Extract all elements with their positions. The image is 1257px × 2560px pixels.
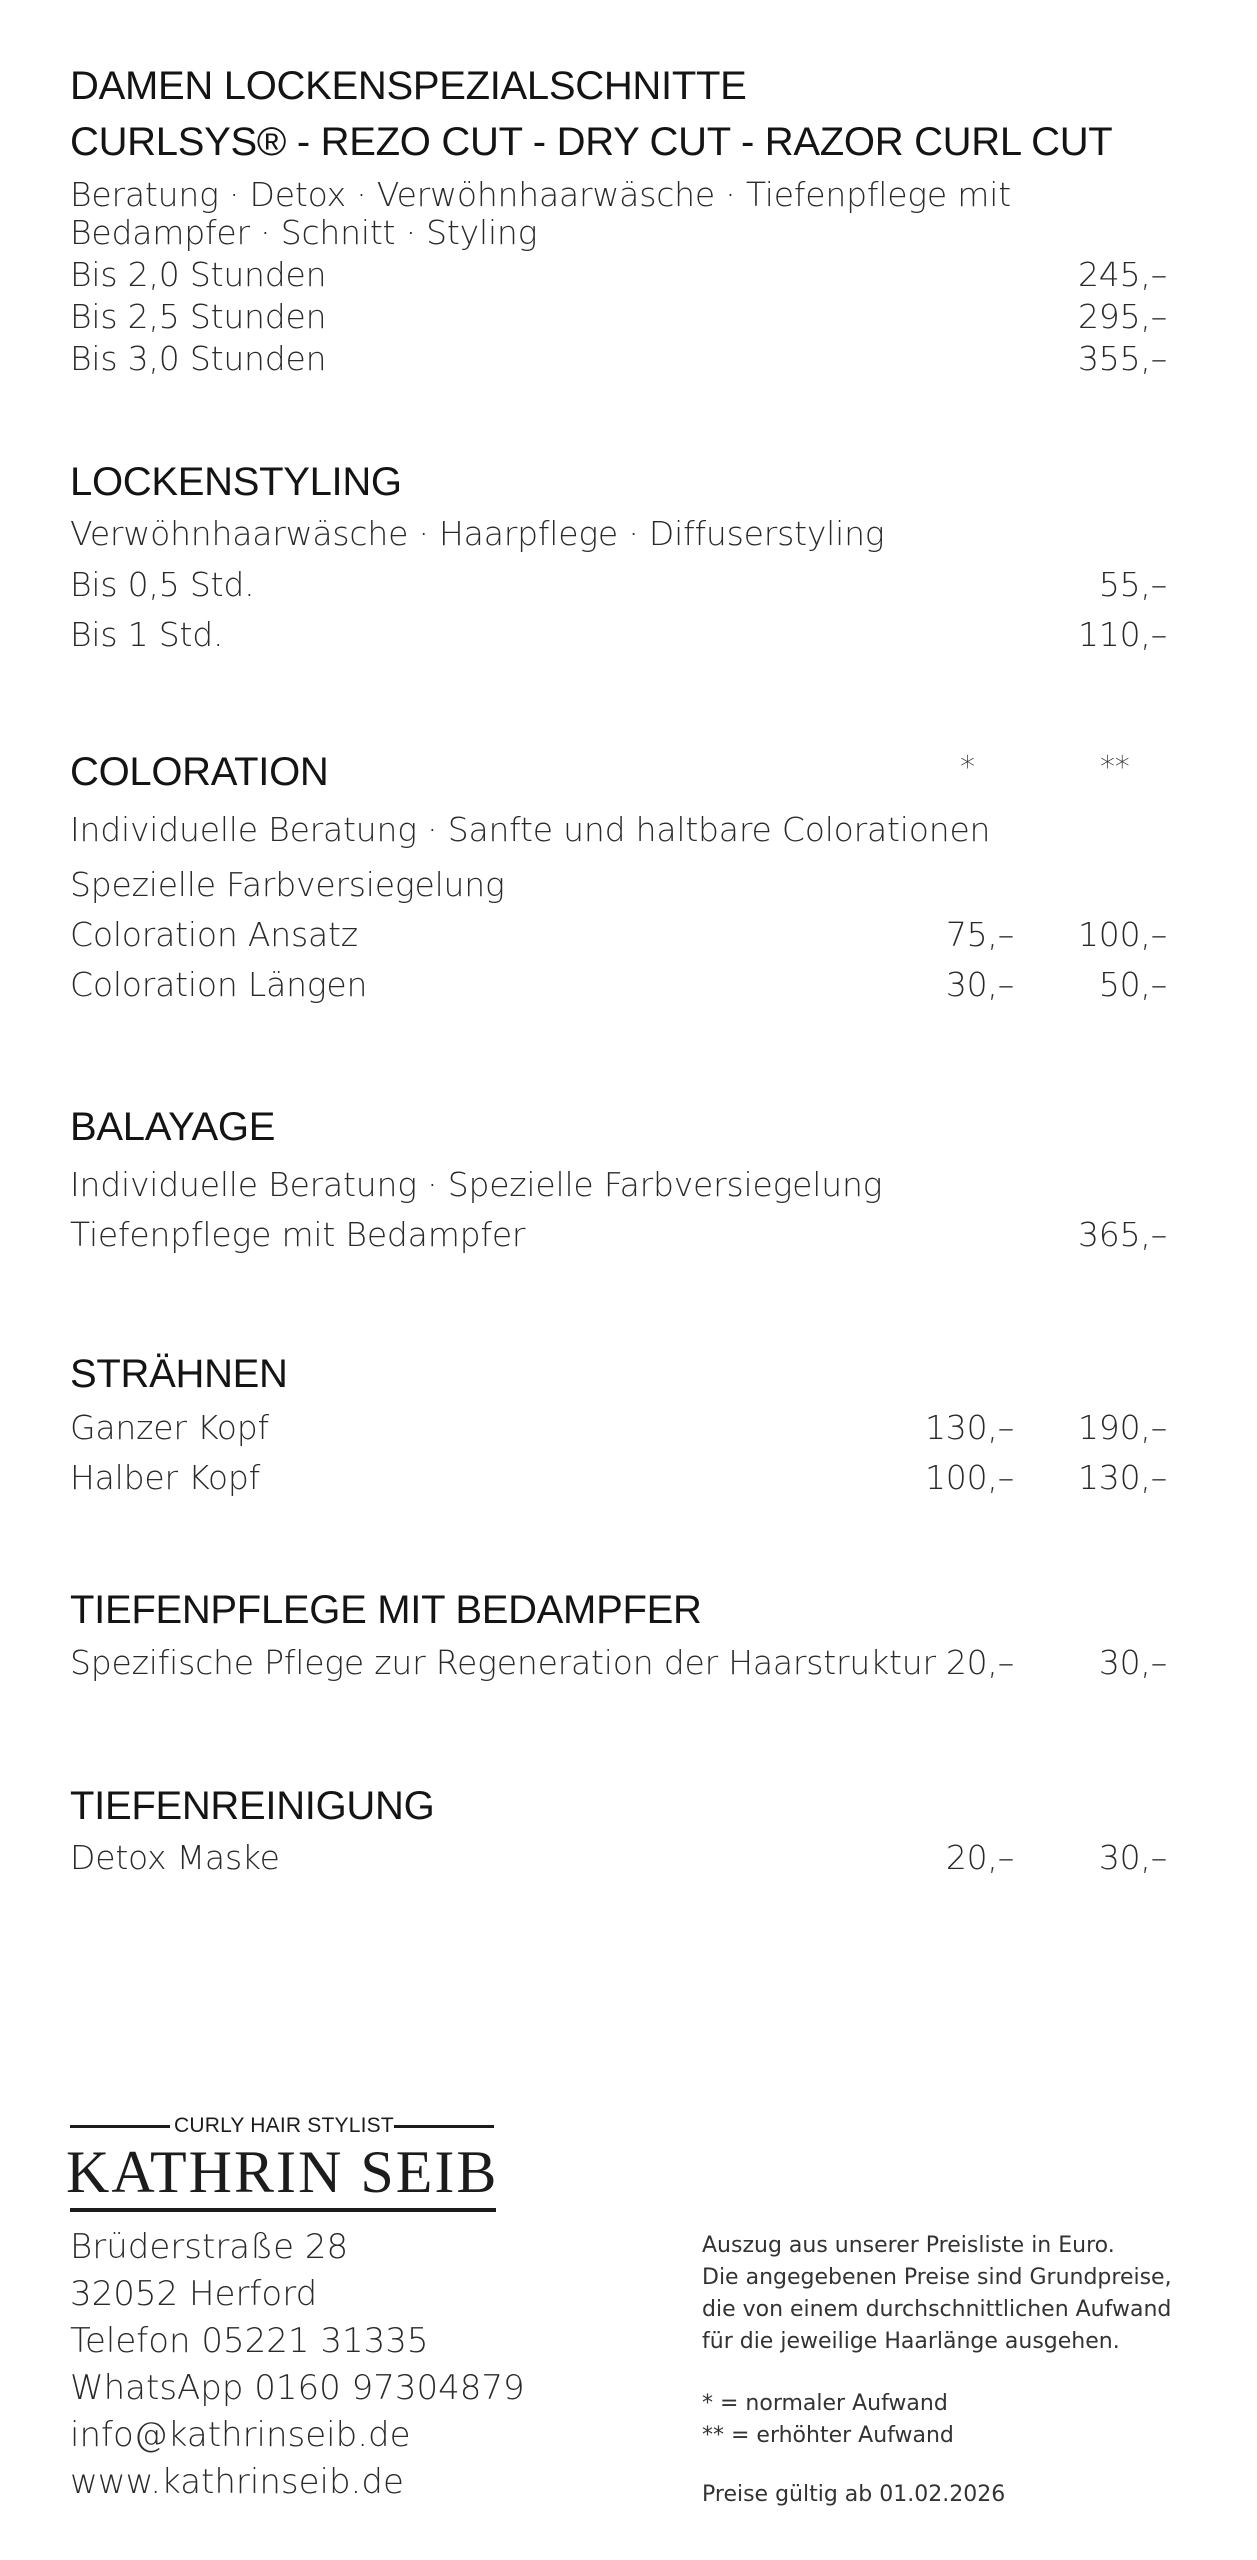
price-value-increased: 50,– [1098,965,1167,1004]
logo-name: KATHRIN SEIB [66,2139,499,2205]
price-row-label: Bis 3,0 Stunden [70,339,327,378]
section-title: BALAYAGE [70,1105,276,1149]
price-value: 365,– [1078,1215,1167,1254]
price-row-label: Bis 0,5 Std. [70,565,255,604]
section-title: TIEFENPFLEGE MIT BEDAMPFER [70,1588,702,1632]
price-value-increased: 30,– [1098,1643,1167,1682]
logo-underline [70,2208,496,2212]
price-value: 355,– [1078,339,1167,378]
price-value: 55,– [1098,565,1167,604]
contact-phone: Telefon 05221 31335 [70,2321,429,2361]
price-row-label: Spezifische Pflege zur Regeneration der Haarstruktur [70,1643,936,1682]
section-description: Verwöhnhaarwäsche · Haarpflege · Diffuserstyling [70,514,885,553]
price-value-normal: 30,– [945,965,1014,1004]
price-value-increased: 30,– [1098,1838,1167,1877]
contact-website: www.kathrinseib.de [70,2462,404,2502]
price-row-label: Tiefenpflege mit Bedampfer [70,1215,526,1254]
legend-normal: * = normaler Aufwand [702,2391,948,2416]
price-row-label: Halber Kopf [70,1458,261,1497]
logo-tagline: CURLY HAIR STYLIST [174,2114,394,2137]
price-value: 295,– [1078,297,1167,336]
price-row-label: Bis 2,0 Stunden [70,255,327,294]
price-value: 245,– [1078,255,1167,294]
price-value-normal: 20,– [945,1643,1014,1682]
note-line: Die angegebenen Preise sind Grundpreise, [702,2265,1172,2290]
price-value: 110,– [1078,615,1167,654]
price-value-normal: 130,– [925,1408,1014,1447]
section-subtitle: CURLSYS® - REZO CUT - DRY CUT - RAZOR CURL CUT [70,120,1113,164]
section-title: TIEFENREINIGUNG [70,1784,435,1828]
address-street: Brüderstraße 28 [70,2227,349,2267]
price-row-label: Coloration Ansatz [70,915,358,954]
contact-email: info@kathrinseib.de [70,2415,411,2455]
logo-rule-right [394,2125,494,2128]
column-header-normal: * [960,750,975,785]
price-validity: Preise gültig ab 01.02.2026 [702,2482,1006,2507]
price-value-normal: 75,– [945,915,1014,954]
price-row-label: Ganzer Kopf [70,1408,269,1447]
note-line: für die jeweilige Haarlänge ausgehen. [702,2329,1120,2354]
address-city: 32052 Herford [70,2274,318,2314]
price-value-increased: 190,– [1078,1408,1167,1447]
price-row-label: Bis 1 Std. [70,615,224,654]
section-description: Beratung · Detox · Verwöhnhaarwäsche · Tiefenpflege mit [70,175,1011,214]
section-description: Individuelle Beratung · Sanfte und haltbare Colorationen [70,810,991,849]
price-value-increased: 100,– [1078,915,1167,954]
section-description: Spezielle Farbversiegelung [70,865,505,904]
section-title: LOCKENSTYLING [70,460,402,504]
contact-whatsapp: WhatsApp 0160 97304879 [70,2368,525,2408]
price-value-increased: 130,– [1078,1458,1167,1497]
note-line: Auszug aus unserer Preisliste in Euro. [702,2233,1115,2258]
section-title: DAMEN LOCKENSPEZIALSCHNITTE [70,64,747,108]
legend-increased: ** = erhöhter Aufwand [702,2423,954,2448]
section-description: Individuelle Beratung · Spezielle Farbversiegelung [70,1165,883,1204]
section-title: COLORATION [70,750,329,794]
price-value-normal: 100,– [925,1458,1014,1497]
price-row-label: Coloration Längen [70,965,368,1004]
section-description: Bedampfer · Schnitt · Styling [70,213,538,252]
price-row-label: Bis 2,5 Stunden [70,297,327,336]
price-value-normal: 20,– [945,1838,1014,1877]
column-header-increased: ** [1100,750,1130,785]
note-line: die von einem durchschnittlichen Aufwand [702,2297,1172,2322]
section-title: STRÄHNEN [70,1352,288,1396]
price-row-label: Detox Maske [70,1838,280,1877]
logo-rule-left [70,2125,170,2128]
